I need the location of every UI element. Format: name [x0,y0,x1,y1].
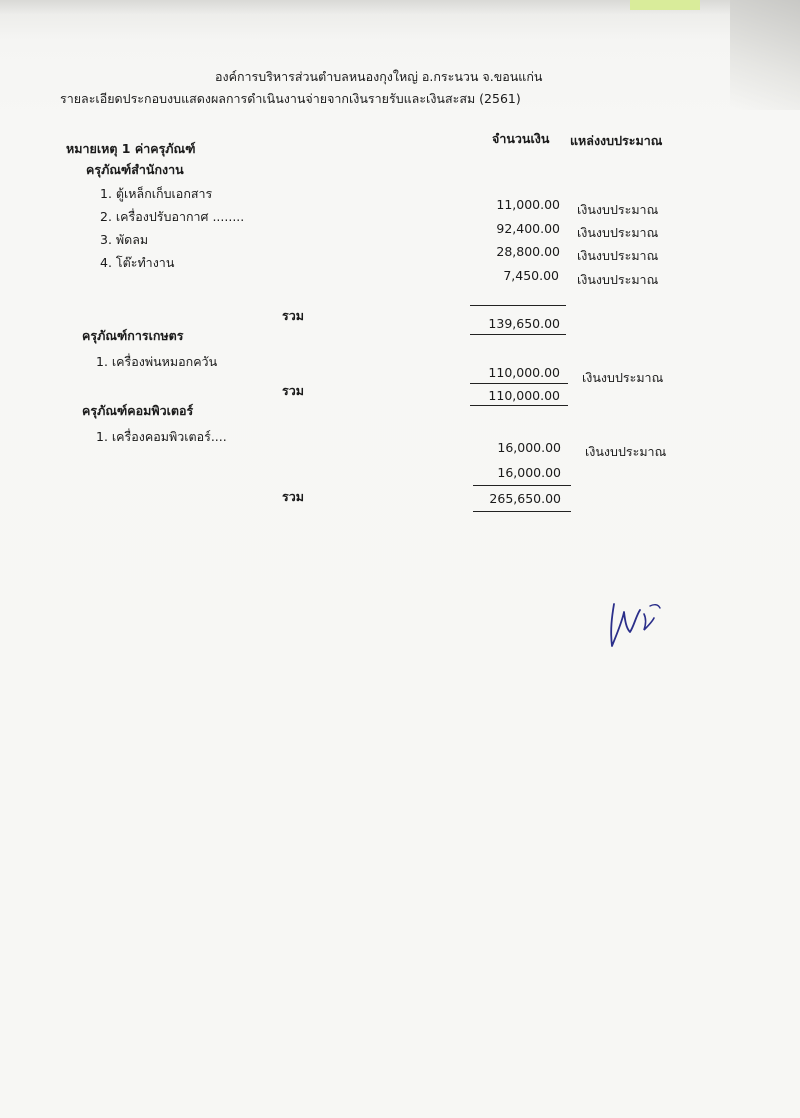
rule-line [470,405,568,406]
rule-line [470,334,566,335]
item-label: 4. โต๊ะทำงาน [100,255,175,270]
section-title-office: ครุภัณฑ์สำนักงาน [86,162,184,177]
item-source: เงินงบประมาณ [577,225,659,240]
sticky-note-edge [630,0,700,10]
grand-total-amount: 265,650.00 [489,491,561,506]
item-label: 3. พัดลม [100,232,149,247]
item-amount: 16,000.00 [497,440,561,455]
item-amount: 92,400.00 [496,221,560,236]
report-line: รายละเอียดประกอบงบแสดงผลการดำเนินงานจ่ายจากเงินรายรับและเงินสะสม (2561) [60,91,521,106]
item-label: 1. เครื่องพ่นหมอกควัน [96,354,218,369]
section-title-agriculture: ครุภัณฑ์การเกษตร [82,328,184,343]
rule-line [470,305,566,306]
subtotal-amount: 110,000.00 [488,388,560,403]
grand-total-label: รวม [282,489,304,504]
item-amount: 28,800.00 [496,244,560,259]
subtotal-label: รวม [282,383,304,398]
item-label: 1. ตู้เหล็กเก็บเอกสาร [100,186,213,201]
item-label: 1. เครื่องคอมพิวเตอร์.... [96,429,227,444]
subtotal-amount: 16,000.00 [497,465,561,480]
folded-corner [730,0,800,110]
signature [600,596,670,656]
item-source: เงินงบประมาณ [582,370,664,385]
section-title-computer: ครุภัณฑ์คอมพิวเตอร์ [82,403,194,418]
rule-line [470,383,568,384]
item-amount: 7,450.00 [503,268,559,283]
amount-column-header: จำนวนเงิน [492,131,550,146]
subtotal-label: รวม [282,308,304,323]
rule-line [473,485,571,486]
item-source: เงินงบประมาณ [577,202,659,217]
note-title: หมายเหตุ 1 ค่าครุภัณฑ์ [66,141,196,156]
item-source: เงินงบประมาณ [585,444,667,459]
item-source: เงินงบประมาณ [577,272,659,287]
item-label: 2. เครื่องปรับอากาศ ........ [100,209,245,224]
source-column-header: แหล่งงบประมาณ [570,133,663,148]
org-line: องค์การบริหารส่วนตำบลหนองกุงใหญ่ อ.กระนวน จ.ขอนแก่น [215,69,543,84]
item-amount: 11,000.00 [496,197,560,212]
item-source: เงินงบประมาณ [577,248,659,263]
item-amount: 110,000.00 [488,365,560,380]
subtotal-amount: 139,650.00 [488,316,560,331]
rule-line [473,511,571,512]
